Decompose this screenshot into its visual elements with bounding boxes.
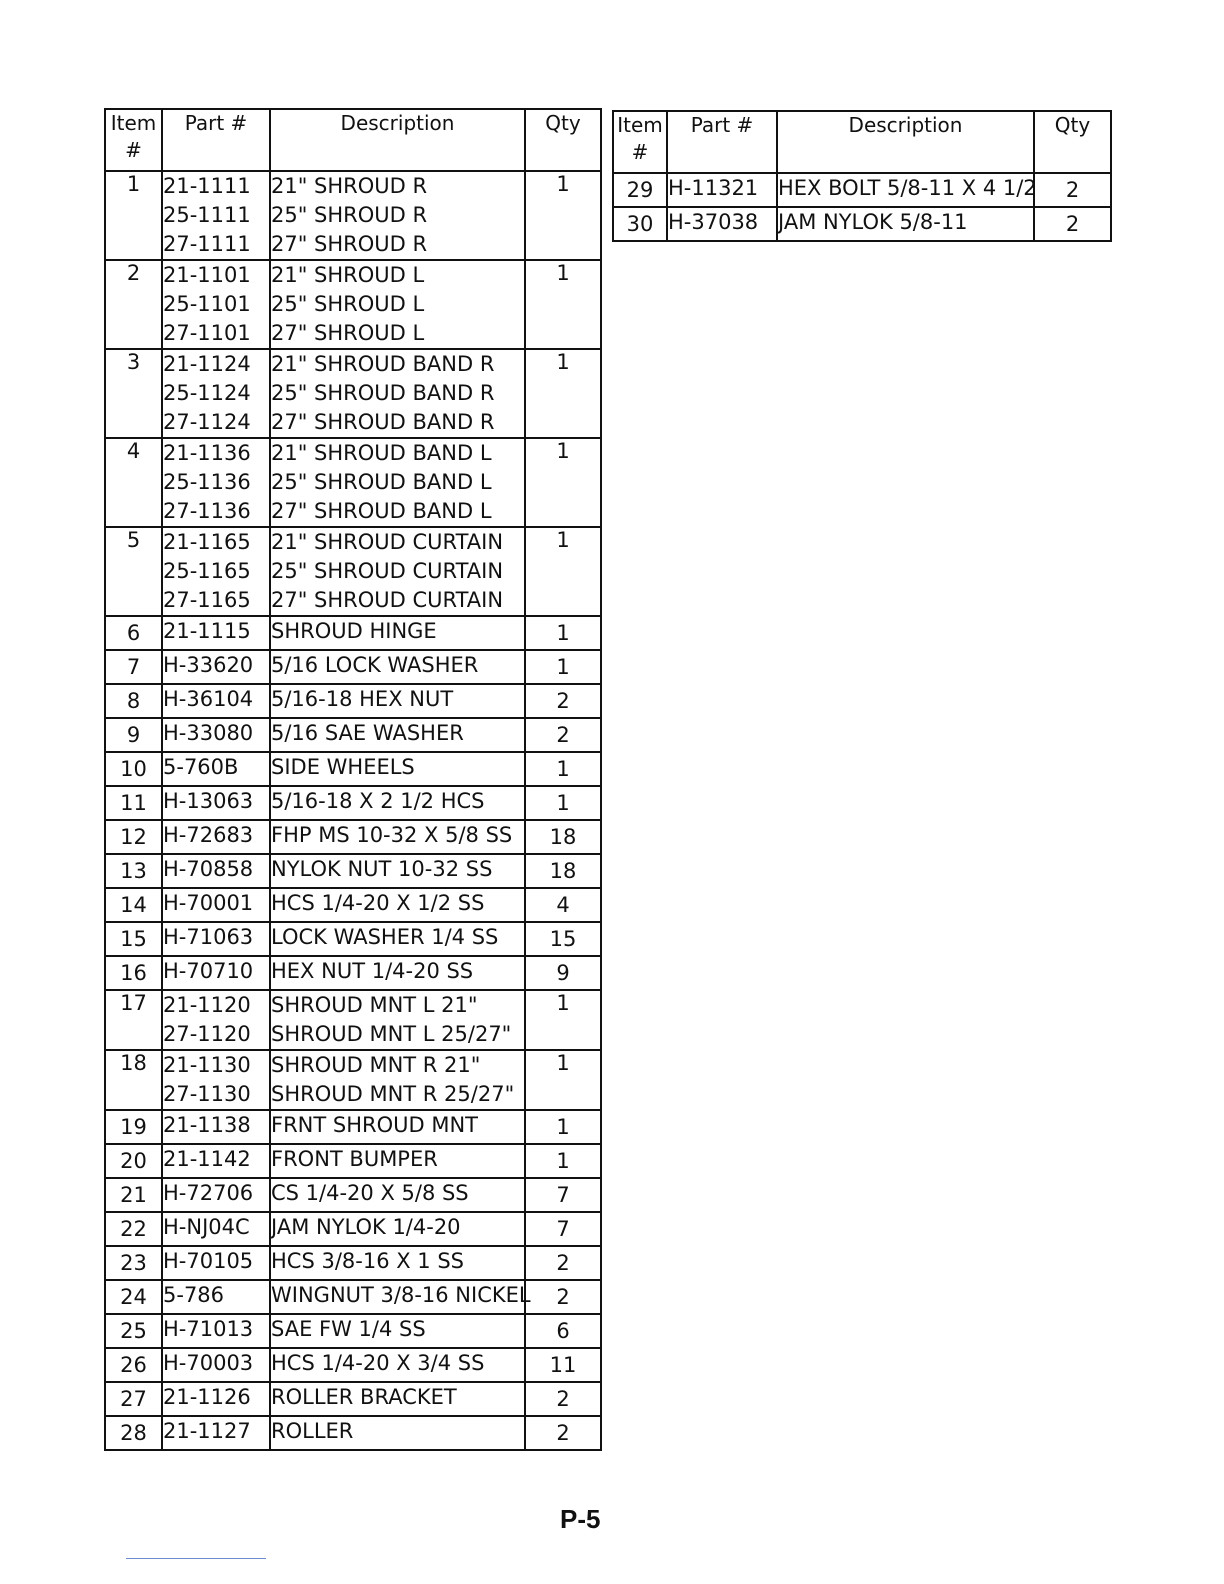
table-row xyxy=(105,1314,601,1348)
part-number-cell xyxy=(162,854,270,888)
quantity-cell: 2 xyxy=(525,684,601,718)
part-description: CS 1/4-20 X 5/8 SS xyxy=(271,1181,469,1205)
part-column-header: Part # xyxy=(162,109,270,171)
part-number: 27-1136 xyxy=(163,499,251,523)
parts-table-left xyxy=(104,108,602,1451)
part-number: 21-1120 xyxy=(163,993,251,1017)
part-number: 5-786 xyxy=(163,1283,225,1307)
description-cell xyxy=(270,438,525,527)
part-description: 5/16-18 X 2 1/2 HCS xyxy=(271,789,485,813)
item-header-line1: Item xyxy=(110,111,157,135)
description-cell xyxy=(270,1144,525,1178)
part-number-cell xyxy=(162,1314,270,1348)
item-number-cell: 16 xyxy=(105,956,162,990)
quantity-cell: 1 xyxy=(525,1110,601,1144)
part-number: 21-1165 xyxy=(163,530,251,554)
quantity-cell: 11 xyxy=(525,1348,601,1382)
description-cell xyxy=(270,956,525,990)
item-number-cell: 7 xyxy=(105,650,162,684)
part-description: HCS 3/8-16 X 1 SS xyxy=(271,1249,464,1273)
part-description: SHROUD MNT L 21" xyxy=(271,993,478,1017)
table-row xyxy=(105,684,601,718)
part-description: JAM NYLOK 1/4-20 xyxy=(271,1215,461,1239)
quantity-cell: 7 xyxy=(525,1178,601,1212)
part-number: 25-1136 xyxy=(163,470,251,494)
item-number-cell: 30 xyxy=(613,207,667,241)
description-cell xyxy=(270,1178,525,1212)
description-cell xyxy=(270,1416,525,1450)
part-description: HCS 1/4-20 X 3/4 SS xyxy=(271,1351,485,1375)
part-number-cell xyxy=(162,786,270,820)
part-description: 27" SHROUD CURTAIN xyxy=(271,588,504,612)
item-number-cell: 6 xyxy=(105,616,162,650)
parts-table-right-body xyxy=(613,173,1111,241)
item-number-cell: 15 xyxy=(105,922,162,956)
quantity-cell: 1 xyxy=(525,786,601,820)
table-row xyxy=(105,752,601,786)
table-row xyxy=(105,1178,601,1212)
table-row xyxy=(105,1348,601,1382)
part-description: 25" SHROUD R xyxy=(271,203,428,227)
table-row xyxy=(105,956,601,990)
part-number-cell xyxy=(162,990,270,1050)
part-number: 25-1165 xyxy=(163,559,251,583)
table-row xyxy=(105,1110,601,1144)
part-number-cell xyxy=(667,173,777,207)
part-number: H-72706 xyxy=(163,1181,254,1205)
part-description: 27" SHROUD BAND L xyxy=(271,499,492,523)
quantity-cell: 1 xyxy=(525,260,601,349)
part-number-cell xyxy=(162,718,270,752)
table-row xyxy=(105,786,601,820)
parts-table-right xyxy=(612,110,1112,242)
part-number: H-37038 xyxy=(668,210,759,234)
item-header-line1: Item xyxy=(617,113,663,137)
part-description: HCS 1/4-20 X 1/2 SS xyxy=(271,891,485,915)
quantity-cell: 4 xyxy=(525,888,601,922)
parts-table-left-body xyxy=(105,171,601,1450)
quantity-cell: 1 xyxy=(525,171,601,260)
part-description: HEX BOLT 5/8-11 X 4 1/2 xyxy=(778,176,1037,200)
item-number-cell: 2 xyxy=(105,260,162,349)
description-cell xyxy=(270,854,525,888)
part-number-cell xyxy=(162,1348,270,1382)
quantity-cell: 6 xyxy=(525,1314,601,1348)
quantity-cell: 2 xyxy=(1034,173,1111,207)
item-number-cell: 23 xyxy=(105,1246,162,1280)
quantity-cell: 2 xyxy=(525,1416,601,1450)
part-number: 27-1101 xyxy=(163,321,251,345)
table-row xyxy=(105,349,601,438)
part-description: ROLLER xyxy=(271,1419,354,1443)
part-description: 5/16 SAE WASHER xyxy=(271,721,464,745)
description-cell xyxy=(270,616,525,650)
table-row xyxy=(105,527,601,616)
quantity-cell: 1 xyxy=(525,527,601,616)
table-row xyxy=(105,1050,601,1110)
qty-column-header: Qty xyxy=(525,109,601,171)
quantity-cell: 1 xyxy=(525,650,601,684)
description-column-header: Description xyxy=(270,109,525,171)
table-row xyxy=(105,1246,601,1280)
page-number: P-5 xyxy=(560,1504,601,1534)
quantity-cell: 1 xyxy=(525,752,601,786)
part-number-cell xyxy=(162,1178,270,1212)
part-number-cell xyxy=(162,956,270,990)
part-description: 25" SHROUD BAND R xyxy=(271,381,495,405)
part-number: H-NJ04C xyxy=(163,1215,250,1239)
table-row xyxy=(105,854,601,888)
part-number: 27-1120 xyxy=(163,1022,251,1046)
item-column-header xyxy=(105,109,162,171)
part-number: H-11321 xyxy=(668,176,759,200)
table-row xyxy=(105,1416,601,1450)
part-number: 21-1130 xyxy=(163,1053,251,1077)
part-description: LOCK WASHER 1/4 SS xyxy=(271,925,499,949)
table-row xyxy=(105,922,601,956)
table-header-row xyxy=(105,109,601,171)
item-number-cell: 10 xyxy=(105,752,162,786)
part-number-cell xyxy=(162,260,270,349)
quantity-cell: 2 xyxy=(525,1280,601,1314)
table-row xyxy=(105,1280,601,1314)
item-number-cell: 19 xyxy=(105,1110,162,1144)
item-header-line2: # xyxy=(631,140,649,164)
qty-column-header: Qty xyxy=(1034,111,1111,173)
part-number: 21-1126 xyxy=(163,1385,251,1409)
part-number: 5-760B xyxy=(163,755,239,779)
table-row xyxy=(105,260,601,349)
item-number-cell: 4 xyxy=(105,438,162,527)
part-number-cell xyxy=(162,650,270,684)
quantity-cell: 1 xyxy=(525,438,601,527)
part-number-cell xyxy=(162,888,270,922)
part-description: 21" SHROUD CURTAIN xyxy=(271,530,504,554)
part-number: 25-1124 xyxy=(163,381,251,405)
part-description: 25" SHROUD CURTAIN xyxy=(271,559,504,583)
description-cell xyxy=(270,990,525,1050)
part-description: HEX NUT 1/4-20 SS xyxy=(271,959,474,983)
part-description: SHROUD HINGE xyxy=(271,619,437,643)
part-description: JAM NYLOK 5/8-11 xyxy=(778,210,968,234)
part-column-header: Part # xyxy=(667,111,777,173)
part-number: H-33620 xyxy=(163,653,254,677)
item-number-cell: 11 xyxy=(105,786,162,820)
part-number: H-13063 xyxy=(163,789,254,813)
table-header-row xyxy=(613,111,1111,173)
quantity-cell: 18 xyxy=(525,854,601,888)
item-number-cell: 25 xyxy=(105,1314,162,1348)
description-cell xyxy=(270,752,525,786)
description-cell xyxy=(777,207,1034,241)
part-number: H-70105 xyxy=(163,1249,254,1273)
part-number-cell xyxy=(162,1212,270,1246)
part-description: SHROUD MNT L 25/27" xyxy=(271,1022,512,1046)
table-row xyxy=(105,616,601,650)
part-number-cell xyxy=(162,1050,270,1110)
item-number-cell: 27 xyxy=(105,1382,162,1416)
description-cell xyxy=(270,1246,525,1280)
description-cell xyxy=(270,820,525,854)
part-number-cell xyxy=(162,820,270,854)
item-number-cell: 9 xyxy=(105,718,162,752)
part-description: 5/16-18 HEX NUT xyxy=(271,687,454,711)
item-number-cell: 12 xyxy=(105,820,162,854)
item-number-cell: 8 xyxy=(105,684,162,718)
item-number-cell: 3 xyxy=(105,349,162,438)
part-number-cell xyxy=(162,349,270,438)
part-number-cell xyxy=(162,1382,270,1416)
quantity-cell: 1 xyxy=(525,616,601,650)
part-number: H-36104 xyxy=(163,687,254,711)
part-description: 5/16 LOCK WASHER xyxy=(271,653,479,677)
part-number-cell xyxy=(667,207,777,241)
part-description: SIDE WHEELS xyxy=(271,755,415,779)
quantity-cell: 1 xyxy=(525,1144,601,1178)
table-row xyxy=(105,1144,601,1178)
part-description: 27" SHROUD BAND R xyxy=(271,410,495,434)
part-description: WINGNUT 3/8-16 NICKEL xyxy=(271,1283,531,1307)
description-cell xyxy=(270,171,525,260)
item-number-cell: 18 xyxy=(105,1050,162,1110)
item-number-cell: 20 xyxy=(105,1144,162,1178)
part-number: H-70003 xyxy=(163,1351,254,1375)
description-cell xyxy=(270,684,525,718)
part-number-cell xyxy=(162,922,270,956)
table-row xyxy=(613,207,1111,241)
table-row xyxy=(105,1382,601,1416)
item-number-cell: 24 xyxy=(105,1280,162,1314)
part-description: ROLLER BRACKET xyxy=(271,1385,457,1409)
part-description: 25" SHROUD L xyxy=(271,292,425,316)
part-number: H-72683 xyxy=(163,823,254,847)
part-number: 27-1165 xyxy=(163,588,251,612)
part-number: 21-1136 xyxy=(163,441,251,465)
part-number: 21-1138 xyxy=(163,1113,251,1137)
part-number-cell xyxy=(162,1280,270,1314)
table-row xyxy=(105,171,601,260)
quantity-cell: 18 xyxy=(525,820,601,854)
quantity-cell: 7 xyxy=(525,1212,601,1246)
table-row xyxy=(105,650,601,684)
description-cell xyxy=(270,718,525,752)
item-number-cell: 5 xyxy=(105,527,162,616)
part-number-cell xyxy=(162,684,270,718)
part-number: H-33080 xyxy=(163,721,254,745)
quantity-cell: 1 xyxy=(525,990,601,1050)
part-number-cell xyxy=(162,171,270,260)
description-cell xyxy=(270,1110,525,1144)
part-number: H-70001 xyxy=(163,891,254,915)
description-cell xyxy=(270,888,525,922)
part-description: 27" SHROUD R xyxy=(271,232,428,256)
quantity-cell: 1 xyxy=(525,1050,601,1110)
part-number: 25-1101 xyxy=(163,292,251,316)
part-number: 21-1124 xyxy=(163,352,251,376)
quantity-cell: 1 xyxy=(525,349,601,438)
part-number: 21-1101 xyxy=(163,263,251,287)
part-description: 21" SHROUD BAND L xyxy=(271,441,492,465)
part-description: 21" SHROUD R xyxy=(271,174,428,198)
item-number-cell: 29 xyxy=(613,173,667,207)
description-cell xyxy=(270,922,525,956)
item-number-cell: 17 xyxy=(105,990,162,1050)
item-number-cell: 28 xyxy=(105,1416,162,1450)
part-number-cell xyxy=(162,616,270,650)
item-column-header xyxy=(613,111,667,173)
item-number-cell: 21 xyxy=(105,1178,162,1212)
part-number: 21-1127 xyxy=(163,1419,251,1443)
part-description: 25" SHROUD BAND L xyxy=(271,470,492,494)
part-description: FRNT SHROUD MNT xyxy=(271,1113,478,1137)
part-number-cell xyxy=(162,1246,270,1280)
description-cell xyxy=(270,260,525,349)
description-cell xyxy=(270,1050,525,1110)
table-row xyxy=(105,990,601,1050)
description-cell xyxy=(270,1382,525,1416)
item-number-cell: 13 xyxy=(105,854,162,888)
quantity-cell: 2 xyxy=(525,718,601,752)
table-row xyxy=(105,718,601,752)
part-number: 21-1142 xyxy=(163,1147,251,1171)
description-cell xyxy=(270,1314,525,1348)
part-description: FRONT BUMPER xyxy=(271,1147,438,1171)
description-cell xyxy=(270,786,525,820)
part-number-cell xyxy=(162,1144,270,1178)
part-description: SHROUD MNT R 25/27" xyxy=(271,1082,515,1106)
description-cell xyxy=(270,527,525,616)
part-number: H-71013 xyxy=(163,1317,254,1341)
item-number-cell: 26 xyxy=(105,1348,162,1382)
part-number-cell xyxy=(162,527,270,616)
item-number-cell: 1 xyxy=(105,171,162,260)
part-number: H-70858 xyxy=(163,857,254,881)
footer-rule xyxy=(126,1558,266,1559)
table-row xyxy=(105,1212,601,1246)
part-description: 21" SHROUD BAND R xyxy=(271,352,495,376)
part-number: 27-1130 xyxy=(163,1082,251,1106)
part-number: 27-1111 xyxy=(163,232,251,256)
description-cell xyxy=(270,1348,525,1382)
table-row xyxy=(105,820,601,854)
part-description: SAE FW 1/4 SS xyxy=(271,1317,426,1341)
part-number: 27-1124 xyxy=(163,410,251,434)
part-number-cell xyxy=(162,752,270,786)
item-number-cell: 14 xyxy=(105,888,162,922)
table-row xyxy=(613,173,1111,207)
part-number-cell xyxy=(162,438,270,527)
quantity-cell: 2 xyxy=(525,1382,601,1416)
quantity-cell: 9 xyxy=(525,956,601,990)
description-cell xyxy=(270,1212,525,1246)
description-cell xyxy=(270,650,525,684)
table-row xyxy=(105,888,601,922)
part-number: 25-1111 xyxy=(163,203,251,227)
item-number-cell: 22 xyxy=(105,1212,162,1246)
description-cell xyxy=(270,1280,531,1314)
part-description: FHP MS 10-32 X 5/8 SS xyxy=(271,823,513,847)
part-description: SHROUD MNT R 21" xyxy=(271,1053,481,1077)
description-cell xyxy=(270,349,525,438)
part-number-cell xyxy=(162,1416,270,1450)
part-description: 21" SHROUD L xyxy=(271,263,425,287)
part-description: 27" SHROUD L xyxy=(271,321,425,345)
part-description: NYLOK NUT 10-32 SS xyxy=(271,857,493,881)
quantity-cell: 2 xyxy=(1034,207,1111,241)
table-row xyxy=(105,438,601,527)
quantity-cell: 15 xyxy=(525,922,601,956)
part-number: 21-1115 xyxy=(163,619,251,643)
part-number: H-70710 xyxy=(163,959,254,983)
item-header-line2: # xyxy=(125,138,142,162)
quantity-cell: 2 xyxy=(525,1246,601,1280)
description-cell xyxy=(777,173,1037,207)
part-number: H-71063 xyxy=(163,925,254,949)
description-column-header: Description xyxy=(777,111,1034,173)
part-number-cell xyxy=(162,1110,270,1144)
part-number: 21-1111 xyxy=(163,174,251,198)
